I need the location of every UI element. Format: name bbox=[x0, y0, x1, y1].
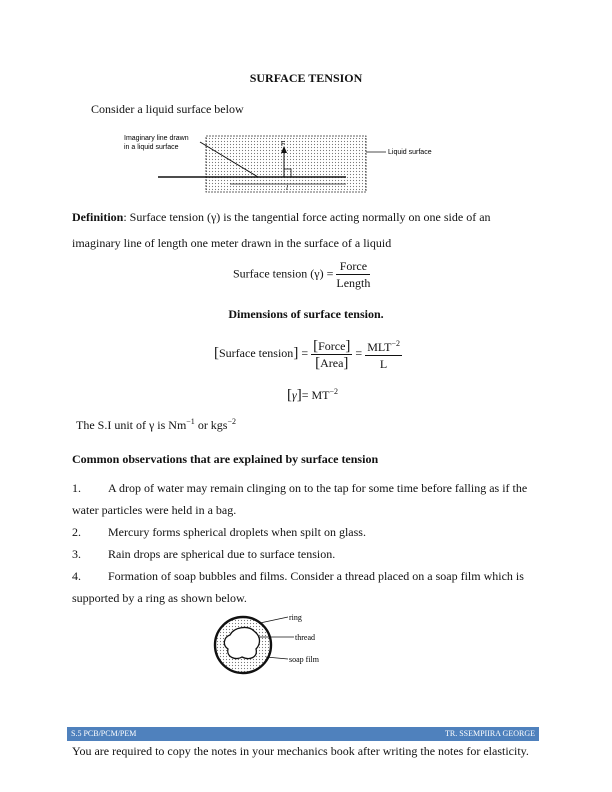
definition-text: : Surface tension (γ) is the tangential force acting normally on one side of an imaginary line of length one meter drawn in the surface of a liquid bbox=[72, 210, 491, 250]
fig1-label-F: F bbox=[281, 141, 286, 148]
fig2-label-thread: thread bbox=[295, 633, 315, 642]
si-unit-exp2: −2 bbox=[227, 417, 236, 426]
eq2-den2: L bbox=[379, 357, 388, 371]
equation-dimensions: [Surface tension] = $\frac{\text{[Force]}}{\text{[Area]}}$ = $\frac{MLT^{-2}}{L}$ bbox=[214, 337, 400, 371]
list-item: 2. Mercury forms spherical droplets when spilt on glass. bbox=[72, 525, 366, 539]
eq2-lhs: Surface tension bbox=[219, 345, 294, 360]
fig2-label-ring: ring bbox=[289, 613, 302, 622]
list-item: 3. Rain drops are spherical due to surface tension. bbox=[72, 547, 336, 561]
eq2-num2-exp: −2 bbox=[391, 339, 400, 348]
footer-left: S.5 PCB/PCM/PEM bbox=[71, 729, 137, 738]
si-unit-exp1: −1 bbox=[186, 417, 195, 426]
eq1-lhs: Surface tension (γ) = bbox=[233, 266, 334, 281]
definition bbox=[72, 204, 542, 256]
eq2-num1: Force bbox=[318, 338, 346, 353]
definition-term: Definition bbox=[72, 210, 124, 224]
eq2-den1: Area bbox=[320, 355, 344, 370]
footer-note: You are required to copy the notes in your mechanics book after writing the notes for elasticity. bbox=[72, 744, 529, 758]
list-item: 1. A drop of water may remain clinging on to the tap for some time before falling as if the bbox=[72, 481, 528, 495]
fig1-label-line2: in a liquid surface bbox=[124, 144, 179, 151]
fig1-label-liquid: Liquid surface bbox=[388, 149, 432, 156]
si-unit-pre: The S.I unit of γ is Nm bbox=[76, 418, 187, 432]
eq3-lhs: γ bbox=[292, 388, 297, 402]
fig1-label-l: l bbox=[286, 184, 288, 192]
intro-text: Consider a liquid surface below bbox=[91, 102, 244, 116]
liquid-surface-figure bbox=[118, 128, 458, 198]
list-item-continuation: supported by a ring as shown below. bbox=[72, 591, 247, 605]
eq3-exp: −2 bbox=[329, 387, 339, 396]
dimensions-heading: Dimensions of surface tension. bbox=[228, 307, 384, 321]
fig1-label-line1: Imaginary line drawn bbox=[124, 135, 189, 142]
observations-heading: Common observations that are explained by surface tension bbox=[72, 452, 379, 466]
si-unit bbox=[76, 417, 236, 433]
list-item: 4. Formation of soap bubbles and films. Consider a thread placed on a soap film which is bbox=[72, 569, 524, 583]
footer-right: TR. SSEMPIIRA GEORGE bbox=[444, 729, 535, 738]
soap-film-figure bbox=[210, 607, 350, 683]
observations-list bbox=[72, 477, 542, 609]
fig2-label-film: soap film bbox=[289, 655, 319, 664]
equation-surface-tension bbox=[233, 258, 370, 291]
list-item-continuation: water particles were held in a bag. bbox=[72, 503, 237, 517]
eq1-denominator: Length bbox=[336, 276, 371, 290]
equation-dimension-result: $[\gamma]= MT^{-2}$ bbox=[287, 387, 339, 403]
eq2-num2: MLT bbox=[367, 340, 392, 354]
si-unit-mid: or kgs bbox=[194, 418, 228, 432]
eq3-rhs: = MT bbox=[301, 388, 330, 402]
page-title: SURFACE TENSION bbox=[249, 71, 363, 85]
footer-bar bbox=[67, 727, 539, 741]
eq1-numerator: Force bbox=[336, 258, 370, 275]
